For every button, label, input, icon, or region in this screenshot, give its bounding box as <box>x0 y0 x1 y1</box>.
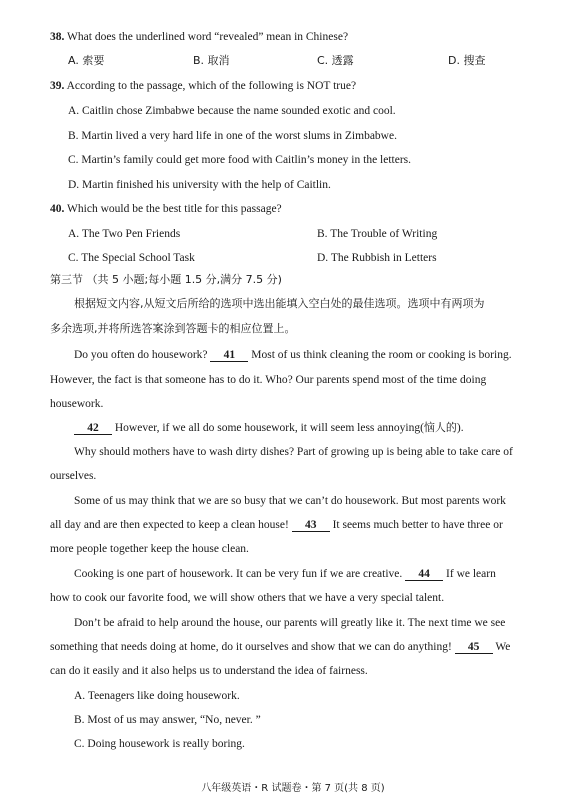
question-40 <box>50 202 282 216</box>
passage-line: Do you often do housework? 41 Most of us think cleaning the room or cooking is boring. <box>74 349 512 361</box>
question-text: What does the underlined word “revealed” mean in Chinese? <box>67 31 349 43</box>
passage-line: can do it easily and it also helps us to understand the idea of fairness. <box>50 665 368 677</box>
question-39 <box>50 79 356 93</box>
passage-line: Don’t be afraid to help around the house, our parents will greatly like it. The next time we see <box>74 617 506 629</box>
question-text: According to the passage, which of the following is NOT true? <box>66 80 357 92</box>
question-text: Which would be the best title for this passage? <box>67 203 282 215</box>
blank-45: 45 <box>455 641 493 654</box>
q39-option-c: C. Martin’s family could get more food with Caitlin’s money in the letters. <box>68 154 412 166</box>
instruction-line-2: 多余选项,并将所选答案涂到答题卡的相应位置上。 <box>50 322 296 335</box>
passage-line: how to cook our favorite food, we will show others that we have a very special talent. <box>50 592 445 604</box>
q39-option-a: A. Caitlin chose Zimbabwe because the name sounded exotic and cool. <box>68 105 396 117</box>
q39-option-d: D. Martin finished his university with the help of Caitlin. <box>68 179 331 191</box>
blank-44: 44 <box>405 568 443 581</box>
page-footer: 八年级英语・R 试题卷・第 7 页(共 8 页) <box>201 783 385 794</box>
section-heading: 第三节 （共 5 小题;每小题 1.5 分,满分 7.5 分) <box>50 273 282 286</box>
choice-a: A. Teenagers like doing housework. <box>74 690 240 702</box>
q38-option-c: C. 透露 <box>317 54 354 67</box>
q40-option-a: A. The Two Pen Friends <box>68 228 181 240</box>
q39-option-b: B. Martin lived a very hard life in one of the worst slums in Zimbabwe. <box>68 130 397 142</box>
q38-option-b: B. 取消 <box>193 54 230 67</box>
question-number: 38. <box>50 31 65 43</box>
blank-41: 41 <box>210 349 248 362</box>
passage-line: Cooking is one part of housework. It can be very fun if we are creative. 44 If we learn <box>74 568 496 580</box>
choice-b: B. Most of us may answer, “No, never. ” <box>74 714 261 726</box>
passage-line: more people together keep the house clean. <box>50 543 249 555</box>
passage-line: 42 However, if we all do some housework, it will seem less annoying(恼人的). <box>74 421 464 435</box>
q38-option-a: A. 索要 <box>68 54 105 67</box>
passage-line: ourselves. <box>50 470 97 482</box>
q40-option-c: C. The Special School Task <box>68 252 195 264</box>
passage-line: Some of us may think that we are so busy that we can’t do housework. But most parents work <box>74 495 506 507</box>
passage-line: However, the fact is that someone has to do it. Who? Our parents spend most of the time doing <box>50 374 487 386</box>
instruction-line-1: 根据短文内容,从短文后所给的选项中选出能填入空白处的最佳选项。选项中有两项为 <box>74 297 485 310</box>
question-number: 39. <box>50 80 65 92</box>
q40-option-b: B. The Trouble of Writing <box>317 228 438 240</box>
blank-43: 43 <box>292 519 330 532</box>
question-number: 40. <box>50 203 65 215</box>
q40-option-d: D. The Rubbish in Letters <box>317 252 437 264</box>
passage-line: something that needs doing at home, do it ourselves and show that we can do anything! 45 We <box>50 641 511 653</box>
choice-c: C. Doing housework is really boring. <box>74 738 245 750</box>
passage-line: all day and are then expected to keep a clean house! 43 It seems much better to have three or <box>50 519 503 531</box>
passage-line: housework. <box>50 398 104 410</box>
blank-42: 42 <box>74 422 112 435</box>
question-38 <box>50 30 348 44</box>
passage-line: Why should mothers have to wash dirty dishes? Part of growing up is being able to take care of <box>74 446 513 458</box>
q38-option-d: D. 搜查 <box>448 54 486 67</box>
